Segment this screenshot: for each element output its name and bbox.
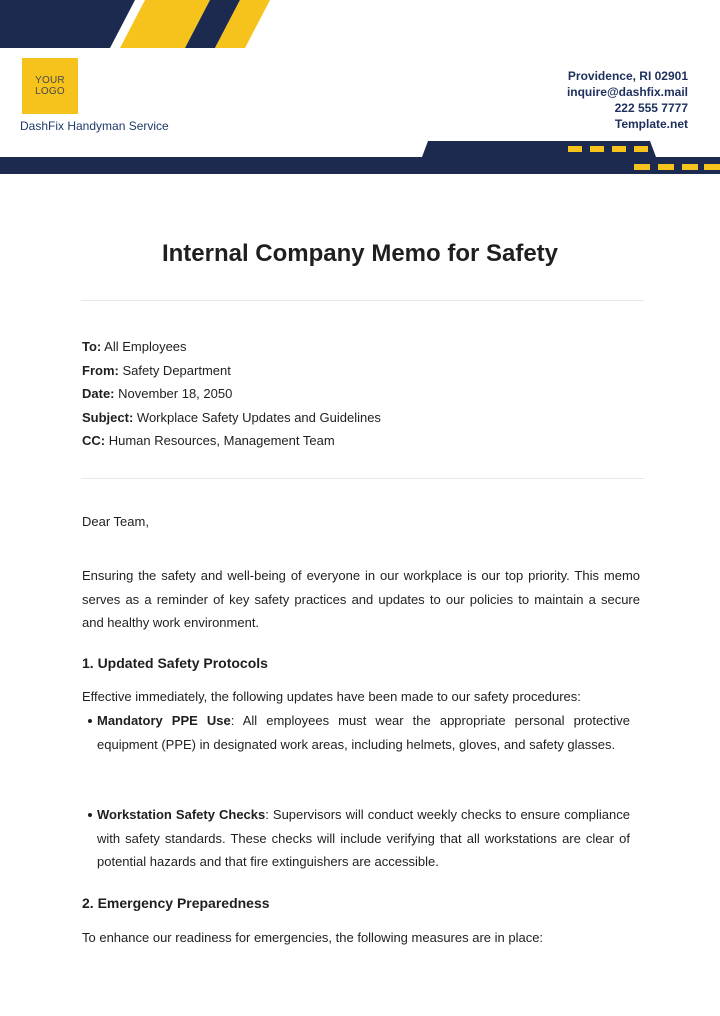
meta-from-value: Safety Department bbox=[122, 362, 231, 378]
bullet-body: : Supervisors will conduct weekly checks to ensure compliance with safety standards. These checks will include verifying that all workstations are clear of potential hazards and that fire extinguishers are accessible. bbox=[97, 807, 630, 869]
meta-subject-label: Subject: bbox=[82, 409, 134, 425]
section-1-heading: 1. Updated Safety Protocols bbox=[82, 655, 268, 671]
bullet-label: Mandatory PPE Use bbox=[97, 713, 231, 728]
dash-8 bbox=[704, 164, 720, 170]
bullet-text bbox=[97, 709, 630, 756]
letterhead bbox=[0, 0, 720, 176]
bullet-dot bbox=[88, 813, 92, 817]
dash-7 bbox=[682, 164, 698, 170]
logo-line-2: LOGO bbox=[35, 86, 65, 97]
contact-website: Template.net bbox=[614, 117, 688, 131]
bullet-dot bbox=[88, 719, 92, 723]
dash-4 bbox=[634, 146, 648, 152]
logo-placeholder bbox=[22, 58, 78, 114]
divider-bottom bbox=[81, 478, 644, 479]
meta-from-label: From: bbox=[82, 362, 119, 378]
meta-to bbox=[82, 335, 381, 359]
bullet-item bbox=[82, 803, 630, 874]
divider-top bbox=[81, 300, 644, 301]
dash-2 bbox=[590, 146, 604, 152]
meta-from bbox=[82, 359, 381, 383]
logo-line-1: YOUR bbox=[35, 75, 65, 86]
dash-6 bbox=[658, 164, 674, 170]
meta-subject bbox=[82, 406, 381, 430]
bullet-item bbox=[82, 709, 630, 756]
memo-title: Internal Company Memo for Safety bbox=[161, 240, 559, 267]
top-navy-band bbox=[0, 0, 135, 48]
meta-subject-value: Workplace Safety Updates and Guidelines bbox=[136, 409, 381, 425]
dash-1 bbox=[568, 146, 582, 152]
bullet-label: Workstation Safety Checks bbox=[97, 807, 266, 822]
contact-block bbox=[567, 68, 688, 132]
section-1-lead: Effective immediately, the following updates have been made to our safety procedures: bbox=[82, 689, 581, 704]
dash-5 bbox=[634, 164, 650, 170]
section-2-lead: To enhance our readiness for emergencies, the following measures are in place: bbox=[82, 930, 544, 945]
intro-paragraph: Ensuring the safety and well-being of everyone in our workplace is our top priority. This memo serves as a reminder of key safety practices and updates to our policies to maintain a secure and healthy work environment. bbox=[82, 568, 640, 630]
bullet-body: : All employees must wear the appropriate personal protective equipment (PPE) in designated work areas, including helmets, gloves, and safety glasses. bbox=[97, 713, 630, 752]
meta-cc-value: Human Resources, Management Team bbox=[108, 433, 335, 448]
meta-date-label: Date: bbox=[82, 386, 115, 401]
memo-meta bbox=[82, 335, 381, 453]
meta-to-value: All Employees bbox=[104, 339, 187, 354]
bullet-text bbox=[97, 803, 630, 874]
bottom-navy-band bbox=[0, 157, 720, 174]
meta-to-label: To: bbox=[82, 339, 102, 354]
contact-address: Providence, RI 02901 bbox=[567, 69, 688, 83]
greeting: Dear Team, bbox=[82, 514, 149, 529]
meta-date-value: November 18, 2050 bbox=[118, 386, 233, 401]
dash-3 bbox=[612, 146, 626, 152]
contact-email: inquire@dashfix.mail bbox=[566, 85, 688, 99]
meta-date bbox=[82, 382, 381, 406]
meta-cc-label: CC: bbox=[82, 433, 106, 448]
contact-phone: 222 555 7777 bbox=[614, 101, 688, 115]
company-name: DashFix Handyman Service bbox=[20, 119, 169, 133]
meta-cc bbox=[82, 429, 381, 453]
section-2-heading: 2. Emergency Preparedness bbox=[82, 895, 270, 911]
